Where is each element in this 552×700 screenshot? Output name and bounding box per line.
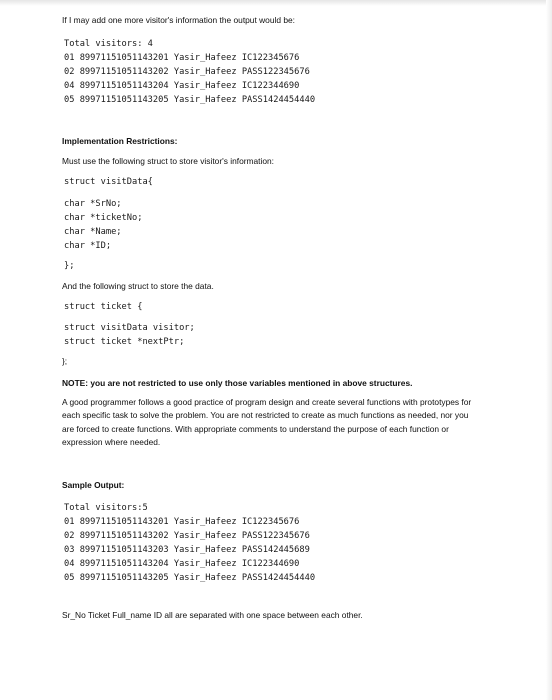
first-output-row: 05 89971151051143205 Yasir_Hafeez PASS1424454440 xyxy=(64,95,316,105)
must-use-text: Must use the following struct to store visitor's information: xyxy=(62,156,274,166)
struct-field: char *ID; xyxy=(64,241,112,251)
intro-text: If I may add one more visitor's information the output would be: xyxy=(62,15,295,25)
sample-output-row: 01 89971151051143201 Yasir_Hafeez IC122345676 xyxy=(64,517,300,527)
first-output-total: Total visitors: 4 xyxy=(64,39,153,49)
sample-output-total: Total visitors:5 xyxy=(64,503,148,513)
sample-output-row: 04 89971151051143204 Yasir_Hafeez IC122344690 xyxy=(64,559,300,569)
struct-visitdata-close: }; xyxy=(64,261,75,271)
note-text: NOTE: you are not restricted to use only those variables mentioned in above structures. xyxy=(62,378,413,388)
struct-field: char *Name; xyxy=(64,227,122,237)
struct-field: char *SrNo; xyxy=(64,199,122,209)
sample-output-row: 05 89971151051143205 Yasir_Hafeez PASS1424454440 xyxy=(64,573,316,583)
sample-output-row: 03 89971151051143203 Yasir_Hafeez PASS142445689 xyxy=(64,545,310,555)
struct-field: struct ticket *nextPtr; xyxy=(64,337,185,347)
separator-note: Sr_No Ticket Full_name ID all are separated with one space between each other. xyxy=(62,610,363,620)
page-right-edge xyxy=(546,0,552,700)
sample-output-row: 02 89971151051143202 Yasir_Hafeez PASS122345676 xyxy=(64,531,310,541)
struct-ticket-close: }; xyxy=(62,356,68,366)
page-top-edge xyxy=(0,0,552,6)
sample-output-heading: Sample Output: xyxy=(62,480,125,490)
design-paragraph: A good programmer follows a good practice of program design and create several functions with prototypes for each specific task to solve the problem. You are not restricted to create as much functions as needed, nor you are forced to create functions. With appropriate comments to understand the purpose of each function or expression where needed. xyxy=(62,397,472,447)
struct-ticket-open: struct ticket { xyxy=(64,302,143,312)
first-output-row: 01 89971151051143201 Yasir_Hafeez IC122345676 xyxy=(64,53,300,63)
and-following-text: And the following struct to store the data. xyxy=(62,281,214,291)
first-output-row: 04 89971151051143204 Yasir_Hafeez IC122344690 xyxy=(64,81,300,91)
struct-visitdata-open: struct visitData{ xyxy=(64,177,153,187)
restrictions-heading: Implementation Restrictions: xyxy=(62,136,178,146)
struct-field: char *ticketNo; xyxy=(64,213,143,223)
struct-field: struct visitData visitor; xyxy=(64,323,195,333)
first-output-row: 02 89971151051143202 Yasir_Hafeez PASS122345676 xyxy=(64,67,310,77)
